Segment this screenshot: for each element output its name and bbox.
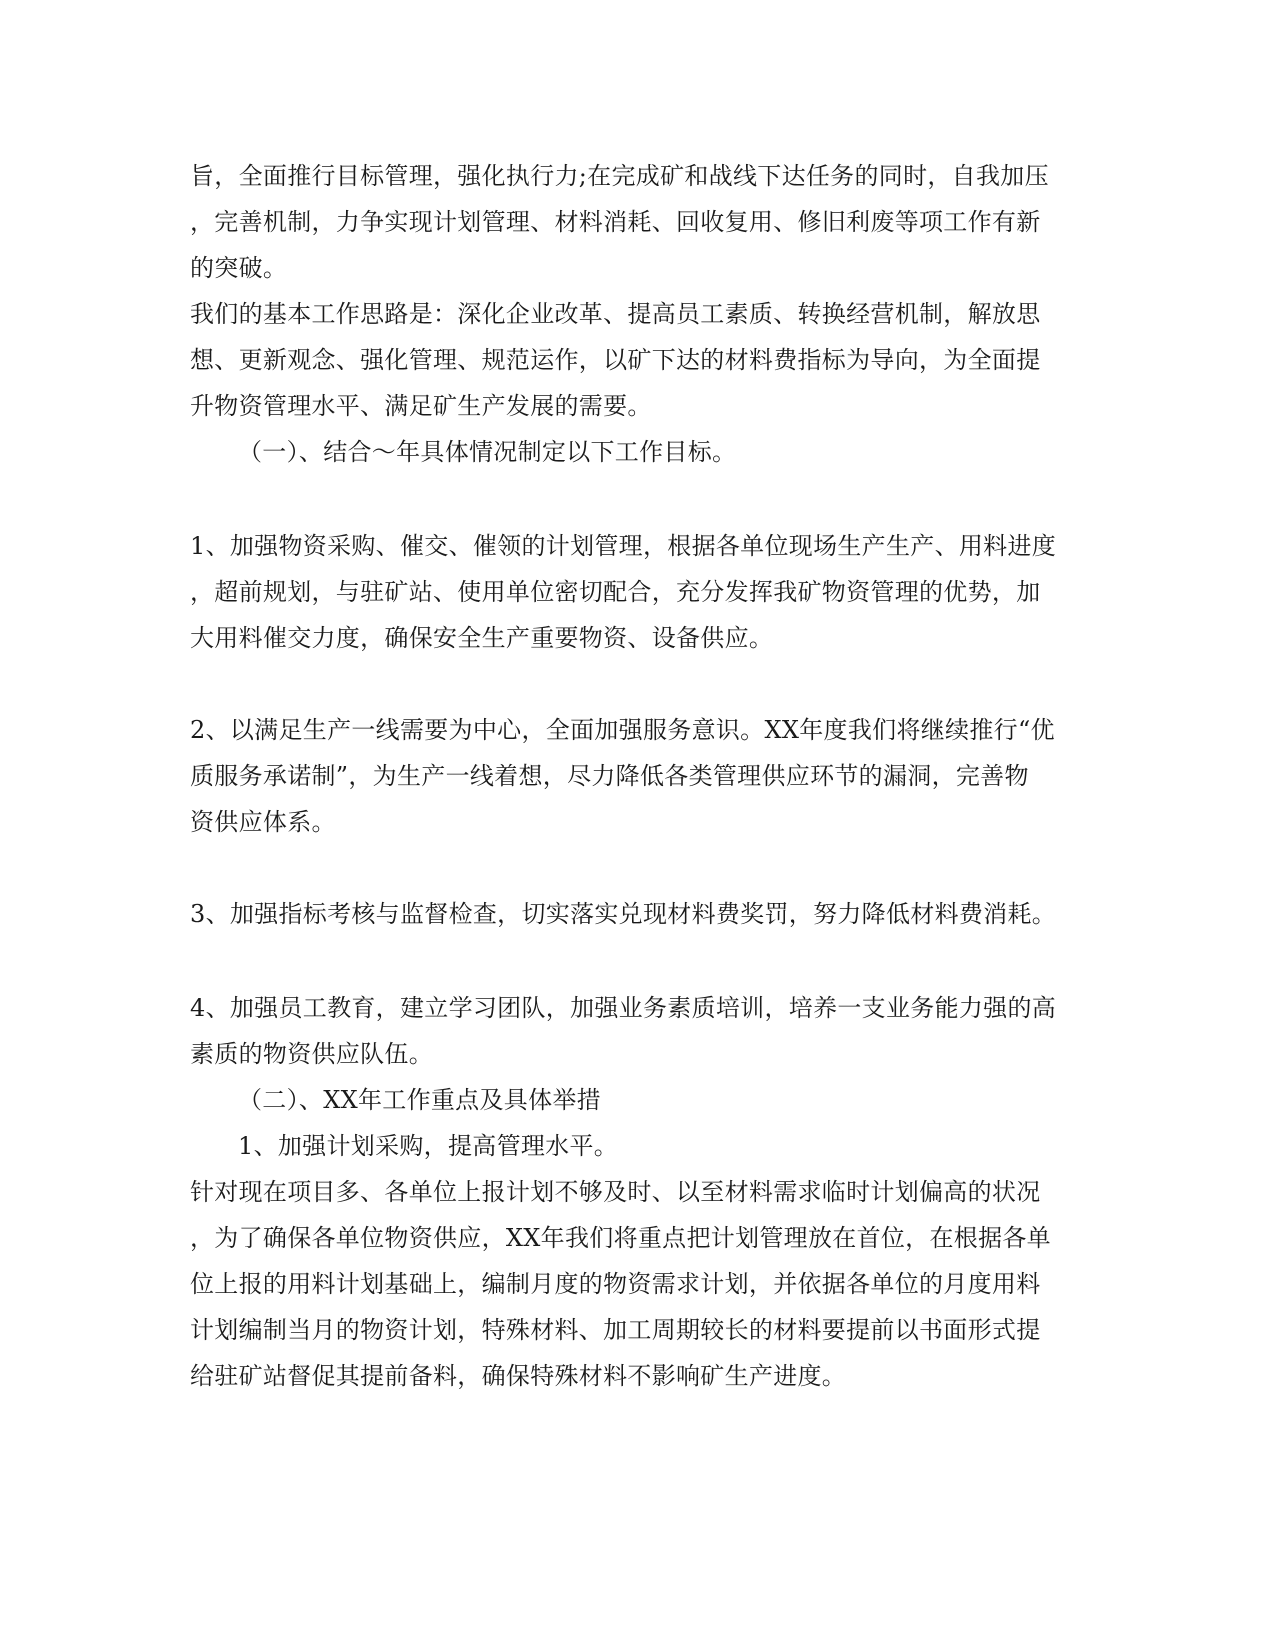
section-heading: （一）、结合～年具体情况制定以下工作目标。 — [238, 438, 737, 466]
text-line: 想、更新观念、强化管理、规范运作，以矿下达的材料费指标为导向，为全面提 — [190, 346, 1041, 374]
text-line: 计划编制当月的物资计划，特殊材料、加工周期较长的材料要提前以书面形式提 — [190, 1316, 1041, 1344]
text-line: 升物资管理水平、满足矿生产发展的需要。 — [190, 392, 652, 420]
text-line: ，为了确保各单位物资供应，XX年我们将重点把计划管理放在首位，在根据各单 — [190, 1224, 1051, 1252]
text-line: 我们的基本工作思路是：深化企业改革、提高员工素质、转换经营机制，解放思 — [190, 300, 1041, 328]
text-line: 的突破。 — [190, 254, 288, 282]
text-line: ，超前规划，与驻矿站、使用单位密切配合，充分发挥我矿物资管理的优势，加 — [190, 578, 1041, 606]
text-line: 1、加强物资采购、催交、催领的计划管理，根据各单位现场生产生产、用料进度 — [190, 532, 1057, 560]
text-line: 针对现在项目多、各单位上报计划不够及时、以至材料需求临时计划偏高的状况 — [190, 1178, 1041, 1206]
text-line: 质服务承诺制”，为生产一线着想，尽力降低各类管理供应环节的漏洞，完善物 — [190, 762, 1029, 790]
text-line: 旨，全面推行目标管理，强化执行力;在完成矿和战线下达任务的同时，自我加压 — [190, 162, 1049, 190]
section-heading: （二）、XX年工作重点及具体举措 — [238, 1086, 601, 1114]
text-line: 4、加强员工教育，建立学习团队，加强业务素质培训，培养一支业务能力强的高 — [190, 994, 1057, 1022]
text-line: 3、加强指标考核与监督检查，切实落实兑现材料费奖罚，努力降低材料费消耗。 — [190, 900, 1057, 928]
text-line: 位上报的用料计划基础上，编制月度的物资需求计划，并依据各单位的月度用料 — [190, 1270, 1041, 1298]
text-line: 资供应体系。 — [190, 808, 336, 836]
text-line: 给驻矿站督促其提前备料，确保特殊材料不影响矿生产进度。 — [190, 1362, 847, 1390]
text-line: 素质的物资供应队伍。 — [190, 1040, 433, 1068]
text-line: 2、以满足生产一线需要为中心，全面加强服务意识。XX年度我们将继续推行“优 — [190, 716, 1055, 744]
text-line: 大用料催交力度，确保安全生产重要物资、设备供应。 — [190, 624, 774, 652]
text-line: ，完善机制，力争实现计划管理、材料消耗、回收复用、修旧利废等项工作有新 — [190, 208, 1041, 236]
subsection-heading: 1、加强计划采购，提高管理水平。 — [238, 1132, 619, 1160]
